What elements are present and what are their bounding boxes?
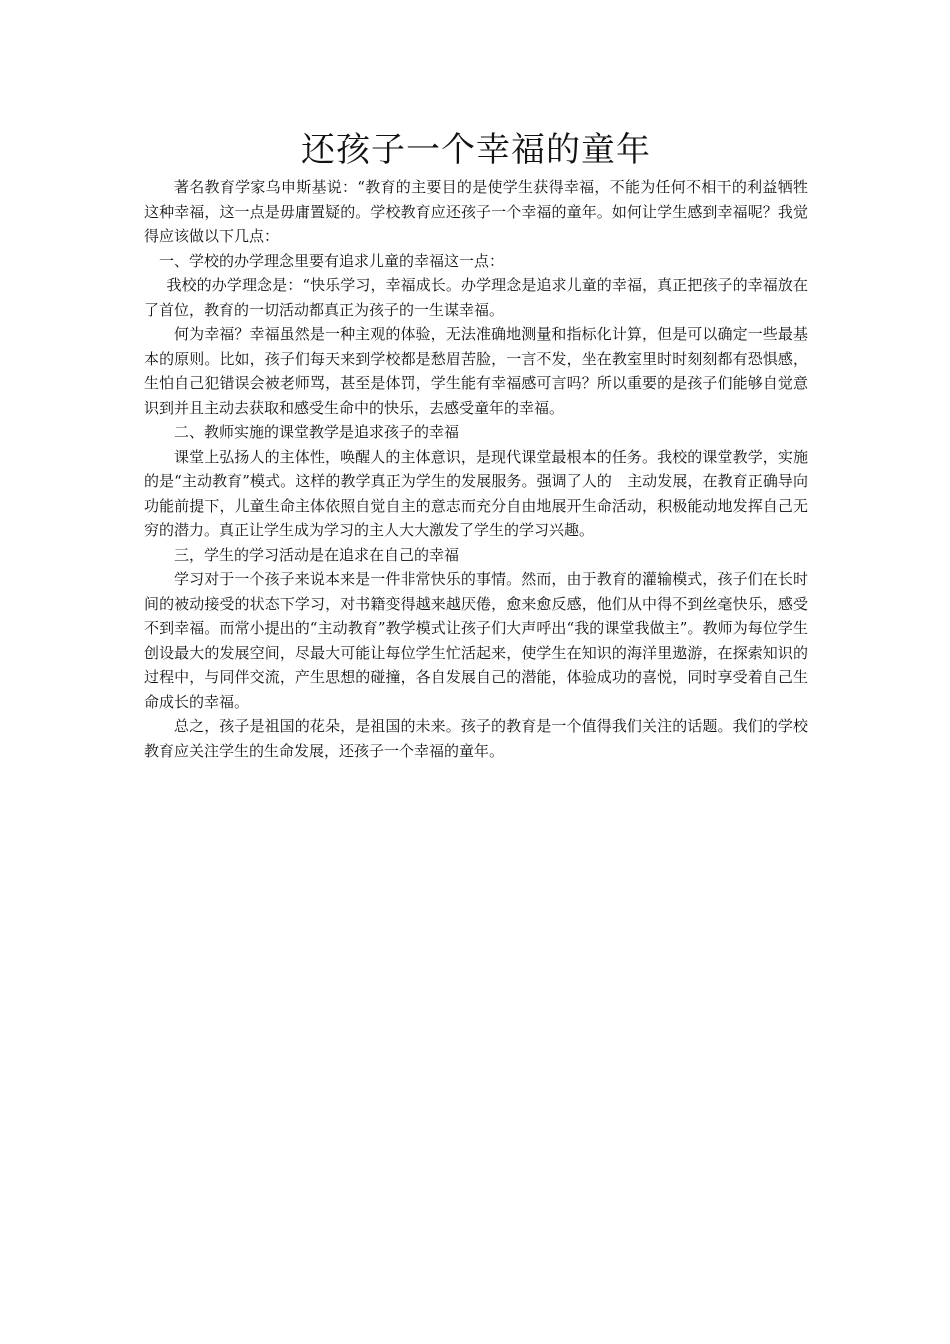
section-heading-1: 一、学校的办学理念里要有追求儿童的幸福这一点： [159,251,505,270]
section-heading-2: 二、教师实施的课堂教学是追求孩子的幸福 [174,423,460,441]
paragraph-1: 我校的办学理念是：“快乐学习，幸福成长。办学理念是追求儿童的幸福，真正把孩子的幸福放在了首位，教育的一切活动都真正为孩子的一生谋幸福。 [144,276,808,319]
document-title: 还孩子一个幸福的童年 [301,130,651,170]
document-page [144,125,808,763]
paragraph-intro: 著名教育学家乌申斯基说：“教育的主要目的是使学生获得幸福，不能为任何不相干的利益牺牲这种幸福，这一点是毋庸置疑的。学校教育应还孩子一个幸福的童年。如何让学生感到幸福呢？我觉得应该做以下几点： [144,178,808,245]
paragraph-3: 课堂上弘扬人的主体性，唤醒人的主体意识，是现代课堂最根本的任务。我校的课堂教学，实施的是“主动教育”模式。这样的教学真正为学生的发展服务。强调了人的 主动发展，在教育正确导向功能前提下，儿童生命主体依照自觉自主的意志而充分自由地展开生命活动，积极能动地发挥自己无穷的潜力。真正让学生成为学习的主人大大激发了学生的学习兴趣。 [144,447,808,539]
paragraph-2: 何为幸福？幸福虽然是一种主观的体验，无法准确地测量和指标化计算，但是可以确定一些最基本的原则。比如，孩子们每天来到学校都是愁眉苦脸，一言不发，坐在教室里时时刻刻都有恐惧感，生怕自己犯错误会被老师骂，甚至是体罚，学生能有幸福感可言吗？所以重要的是孩子们能够自觉意识到并且主动去获取和感受生命中的快乐，去感受童年的幸福。 [144,325,808,417]
paragraph-4: 学习对于一个孩子来说本来是一件非常快乐的事情。然而，由于教育的灌输模式，孩子们在长时间的被动接受的状态下学习，对书籍变得越来越厌倦，愈来愈反感，他们从中得不到丝毫快乐，感受不到幸福。而常小提出的“主动教育”教学模式让孩子们大声呼出“我的课堂我做主”。教师为每位学生创设最大的发展空间，尽最大可能让每位学生忙活起来，使学生在知识的海洋里遨游，在探索知识的过程中，与同伴交流，产生思想的碰撞，各自发展自己的潜能，体验成功的喜悦，同时享受着自己生命成长的幸福。 [144,570,808,711]
section-heading-3: 三，学生的学习活动是在追求在自己的幸福 [174,545,460,564]
paragraph-conclusion: 总之，孩子是祖国的花朵，是祖国的未来。孩子的教育是一个值得我们关注的话题。我们的学校教育应关注学生的生命发展，还孩子一个幸福的童年。 [144,717,808,760]
